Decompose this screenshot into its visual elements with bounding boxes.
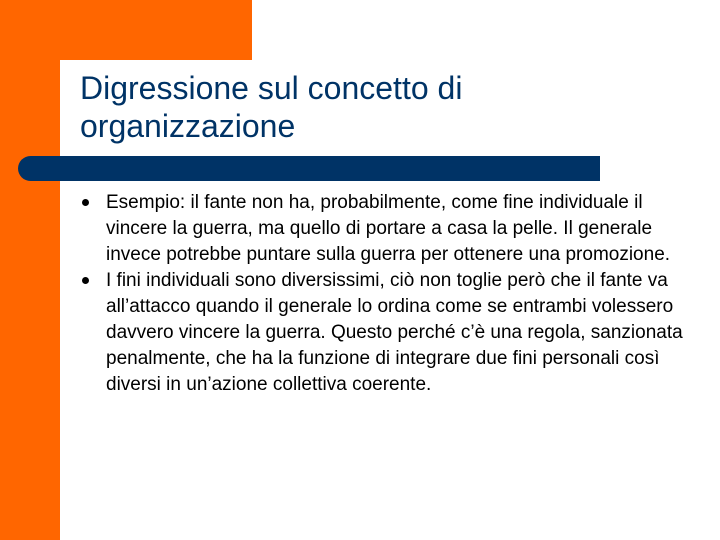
bullet-text: I fini individuali sono diversissimi, ciò non toglie però che il fante va all’attacco quando il generale lo ordina come se entrambi volessero davvero vincere la guerra. Questo perché c’è una regola, sanzionata penalmente, che ha la funzione di integrare due fini personali così diversi in un’azione collettiva coerente. xyxy=(106,270,683,395)
bullet-item xyxy=(80,190,695,268)
bullet-item xyxy=(80,268,695,398)
bullet-dot-icon xyxy=(82,199,89,206)
bullet-text: Esempio: il fante non ha, probabilmente, come fine individuale il vincere la guerra, ma quello di portare a casa la pelle. Il generale invece potrebbe puntare sulla guerra per ottenere una promozione. xyxy=(106,192,671,265)
slide-title: Digressione sul concetto di organizzazione xyxy=(80,70,463,144)
bullet-list xyxy=(80,190,695,398)
orange-side-band xyxy=(0,0,60,540)
title-underline-bar xyxy=(18,156,600,181)
bullet-dot-icon xyxy=(82,277,89,284)
